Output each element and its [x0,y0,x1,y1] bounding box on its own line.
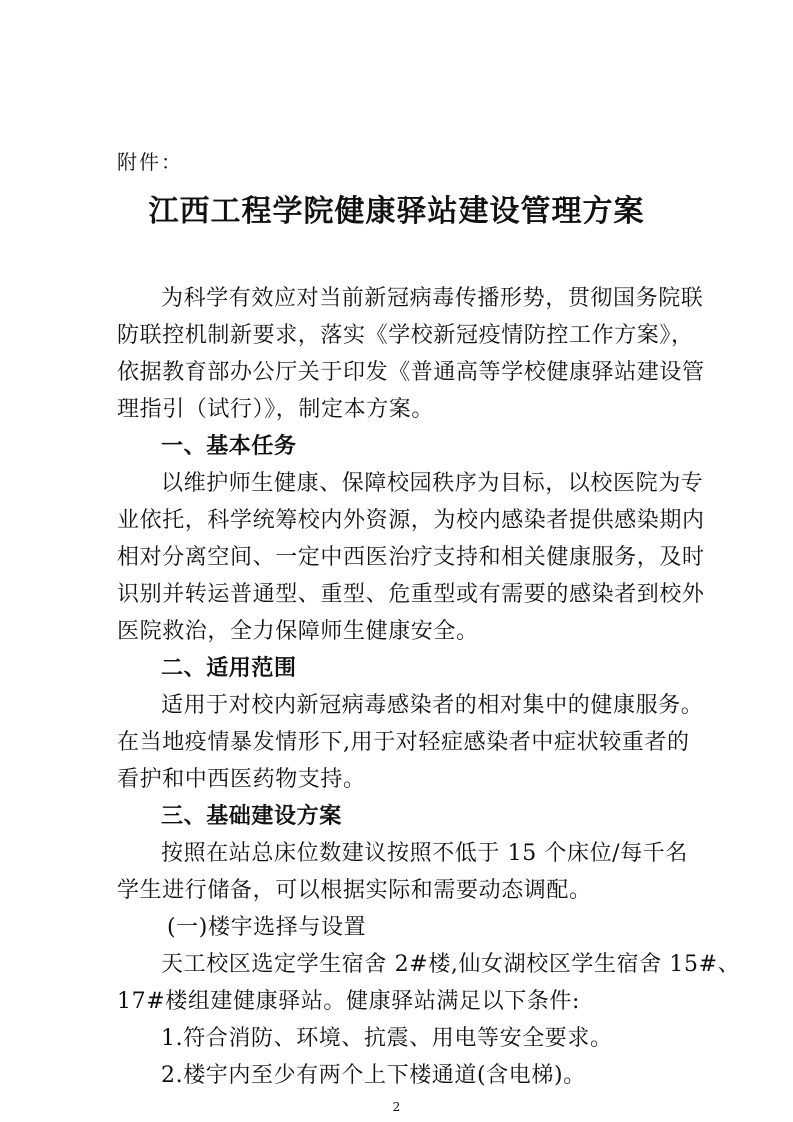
section2-line-1: 适用于对校内新冠病毒感染者的相对集中的健康服务。 [161,693,704,718]
section1-line-2: 业依托，科学统筹校内外资源，为校内感染者提供感染期内 [117,508,705,533]
subsection-line-2: 17#楼组建健康驿站。健康驿站满足以下条件: [117,989,581,1014]
section3-line-1: 按照在站总床位数建议按照不低于 15 个床位/每千名 [161,841,688,866]
page-number: 2 [392,1100,401,1114]
section1-line-1: 以维护师生健康、保障校园秩序为目标，以校医院为专 [161,471,704,496]
subsection-heading-building: (一)楼宇选择与设置 [167,915,367,940]
section1-line-5: 医院救治，全力保障师生健康安全。 [117,619,479,644]
section3-line-2: 学生进行储备，可以根据实际和需要动态调配。 [117,878,592,903]
subsection-line-3: 1.符合消防、环境、抗震、用电等安全要求。 [161,1026,613,1051]
section-heading-scope: 二、适用范围 [161,656,297,681]
document-title: 江西工程学院健康驿站建设管理方案 [148,194,645,229]
section-heading-construction: 三、基础建设方案 [161,804,342,829]
attachment-label: 附件： [117,150,183,174]
intro-line-1: 为科学有效应对当前新冠病毒传播形势，贯彻国务院联 [161,286,704,311]
intro-line-2: 防联控机制新要求，落实《学校新冠疫情防控工作方案》， [117,323,694,348]
subsection-line-4: 2.楼宇内至少有两个上下楼通道(含电梯)。 [161,1063,586,1088]
subsection-line-1: 天工校区选定学生宿舍 2#楼,仙女湖校区学生宿舍 15#、 [161,952,741,977]
section2-line-2: 在当地疫情暴发情形下,用于对轻症感染者中症状较重者的 [117,730,690,755]
intro-line-3: 依据教育部办公厅关于印发《普通高等学校健康驿站建设管 [117,360,705,385]
section-heading-basic-tasks: 一、基本任务 [161,434,297,459]
section1-line-3: 相对分离空间、一定中西医治疗支持和相关健康服务，及时 [117,545,705,570]
intro-line-4: 理指引（试行）》，制定本方案。 [117,397,435,422]
section1-line-4: 识别并转运普通型、重型、危重型或有需要的感染者到校外 [117,582,705,607]
section2-line-3: 看护和中西医药物支持。 [117,767,366,792]
